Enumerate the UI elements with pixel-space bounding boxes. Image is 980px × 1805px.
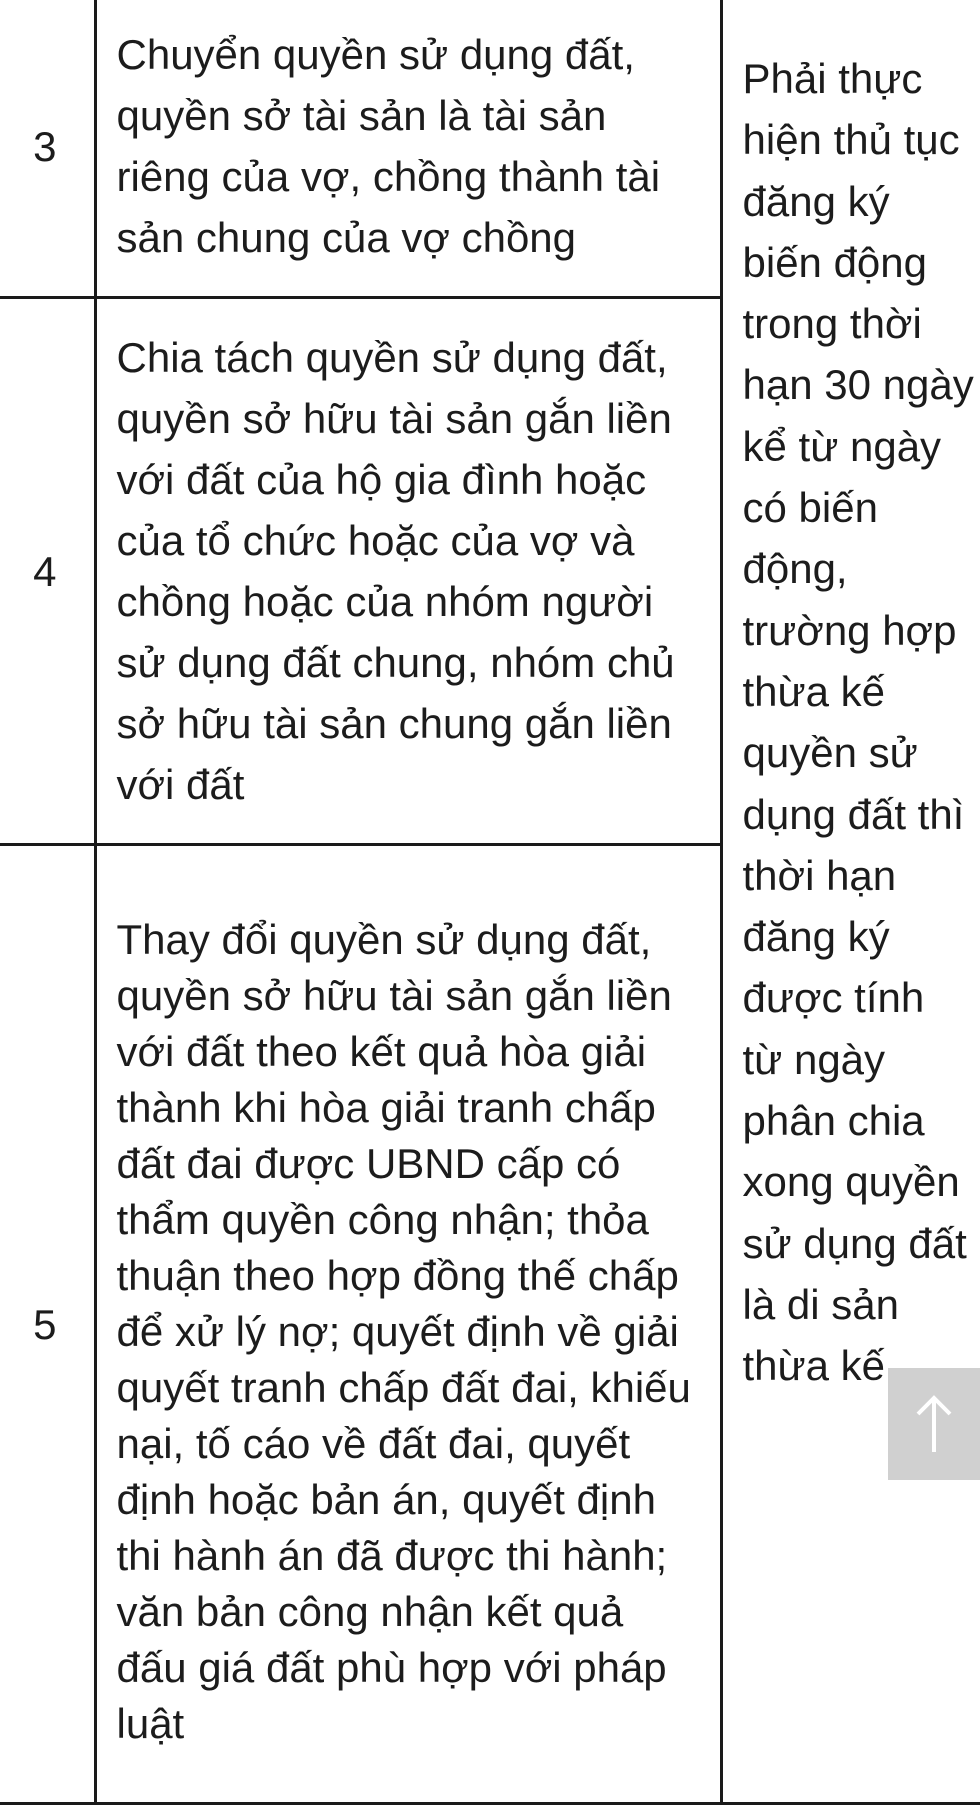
row-description: Thay đổi quyền sử dụng đất, quyền sở hữu tài sản gắn liền với đất theo kết quả hòa giải thành khi hòa giải tranh chấp đất đai được UBND cấp có thẩm quyền công nhận; thỏa thuận theo hợp đồng thế chấp để xử lý nợ; quyết định về giải quyết tranh chấp đất đai, khiếu nại, tố cáo về đất đai, quyết định hoặc bản án, quyết định thi hành án đã được thi hành; văn bản công nhận kết quả đấu giá đất phù hợp với pháp luật <box>95 845 721 1804</box>
registration-deadline-note: Phải thực hiện thủ tục đăng ký biến động trong thời hạn 30 ngày kể từ ngày có biến động, trường hợp thừa kế quyền sử dụng đất thì thời hạn đăng ký được tính từ ngày phân chia xong quyền sử dụng đất là di sản thừa kế <box>721 0 980 1804</box>
arrow-up-icon <box>914 1392 954 1456</box>
row-number: 3 <box>0 0 95 298</box>
row-description: Chuyển quyền sử dụng đất, quyền sở tài sản là tài sản riêng của vợ, chồng thành tài sản chung của vợ chồng <box>95 0 721 298</box>
row-number: 5 <box>0 845 95 1804</box>
table-row <box>0 0 980 298</box>
row-description: Chia tách quyền sử dụng đất, quyền sở hữu tài sản gắn liền với đất của hộ gia đình hoặc của tổ chức hoặc của vợ và chồng hoặc của nhóm người sử dụng đất chung, nhóm chủ sở hữu tài sản chung gắn liền với đất <box>95 298 721 845</box>
scroll-to-top-button[interactable] <box>888 1368 980 1480</box>
row-number: 4 <box>0 298 95 845</box>
